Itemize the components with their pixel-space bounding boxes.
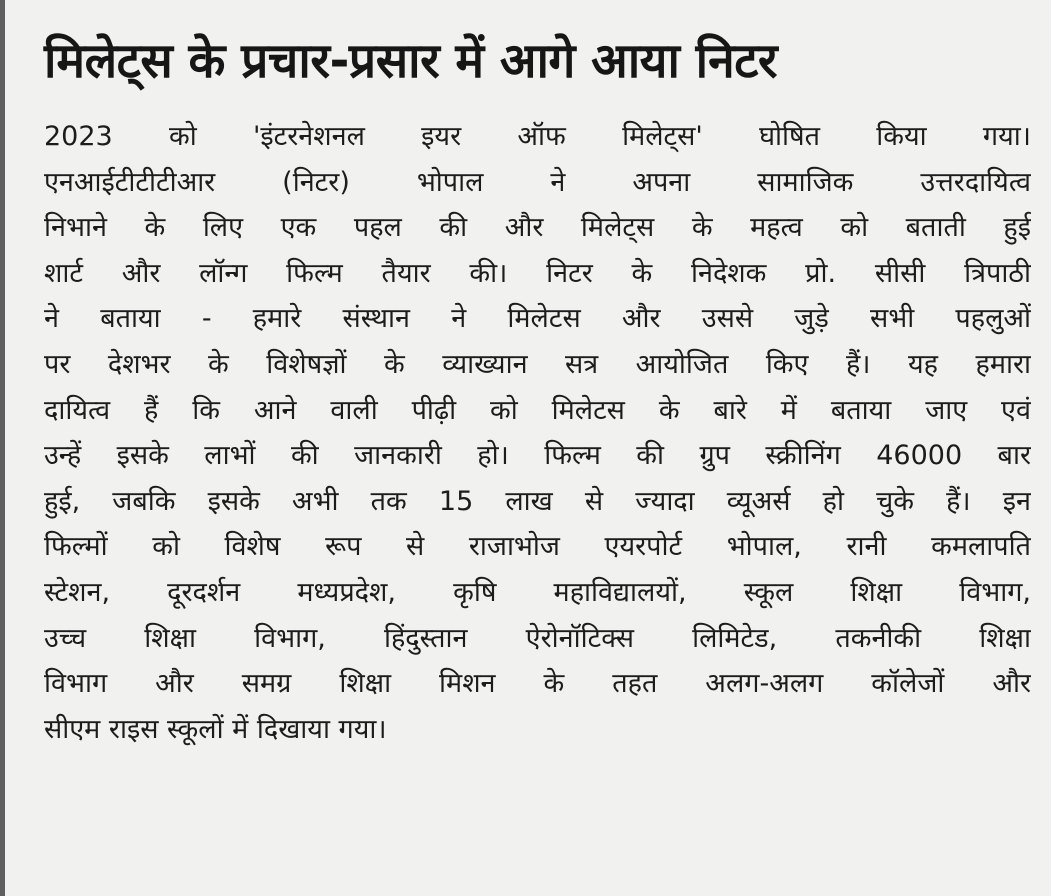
body-line: विभाग और समग्र शिक्षा मिशन के तहत अलग-अलग कॉलेजों और [44,668,1031,700]
article-body [44,114,1037,752]
body-line: शार्ट और लॉन्ग फिल्म तैयार की। निटर के निदेशक प्रो. सीसी त्रिपाठी [44,257,1031,289]
body-line: निभाने के लिए एक पहल की और मिलेट्स के महत्व को बताती हुई [44,212,1031,244]
body-line: सीएम राइस स्कूलों में दिखाया गया। [44,713,387,745]
column-rule [0,0,5,896]
body-line: हुई, जबकि इसके अभी तक 15 लाख से ज्यादा व्यूअर्स हो चुके हैं। इन [44,485,1031,517]
body-line: स्टेशन, दूरदर्शन मध्यप्रदेश, कृषि महाविद्यालयों, स्कूल शिक्षा विभाग, [44,576,1031,608]
body-line: फिल्मों को विशेष रूप से राजाभोज एयरपोर्ट भोपाल, रानी कमलापति [44,531,1031,563]
body-line: दायित्व हैं कि आने वाली पीढ़ी को मिलेटस के बारे में बताया जाए एवं [44,394,1031,426]
body-line: उन्हें इसके लाभों की जानकारी हो। फिल्म की ग्रुप स्क्रीनिंग 46000 बार [44,440,1031,472]
body-line: पर देशभर के विशेषज्ञों के व्याख्यान सत्र आयोजित किए हैं। यह हमारा [44,348,1031,380]
body-line: उच्च शिक्षा विभाग, हिंदुस्तान ऐरोनॉटिक्स लिमिटेड, तकनीकी शिक्षा [44,622,1031,654]
body-line: 2023 को 'इंटरनेशनल इयर ऑफ मिलेट्स' घोषित किया गया। [44,121,1031,152]
body-line: एनआईटीटीटीआर (निटर) भोपाल ने अपना सामाजिक उत्तरदायित्व [44,166,1031,198]
headline: मिलेट्स के प्रचार-प्रसार में आगे आया निटर [44,33,778,89]
body-line: ने बताया - हमारे संस्थान ने मिलेटस और उससे जुड़े सभी पहलुओं [44,303,1031,335]
